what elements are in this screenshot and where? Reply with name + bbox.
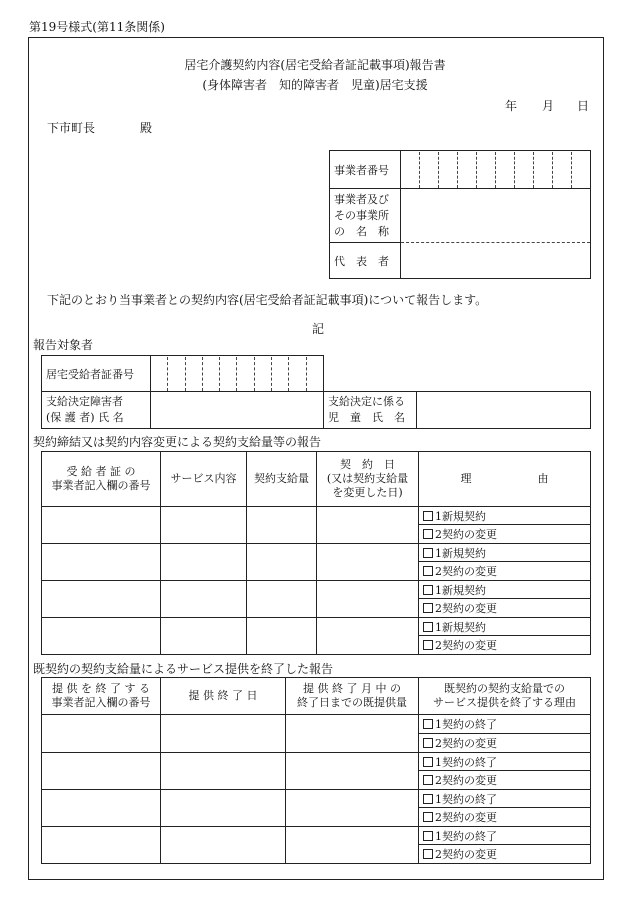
s2-option-label: 2契約の変更: [435, 848, 497, 861]
s1-option-label: 2契約の変更: [435, 602, 497, 615]
s2-end-date-cell[interactable]: [161, 715, 286, 753]
s2-used-cell[interactable]: [286, 715, 419, 753]
section1-table: [41, 451, 591, 655]
form-label: 第19号様式(第11条関係): [29, 20, 165, 34]
guardian-label-line: (保 護 者) 氏 名: [46, 411, 124, 424]
s2-option-change[interactable]: [419, 808, 591, 827]
checkbox-icon[interactable]: [423, 757, 433, 767]
provider-name-label: [330, 189, 401, 243]
s1-amount-cell[interactable]: [247, 618, 317, 655]
s1-cert-entry-cell[interactable]: [42, 581, 161, 618]
s1-option-new[interactable]: [419, 544, 591, 562]
s1-cert-entry-cell[interactable]: [42, 544, 161, 581]
checkbox-icon[interactable]: [423, 603, 433, 613]
provider-name-label-line: 事業者及び: [334, 192, 389, 206]
s2-end-date-cell[interactable]: [161, 753, 286, 790]
s1-option-label: 1新規契約: [435, 620, 486, 634]
guardian-label: [42, 392, 151, 429]
s1-header-line: を変更した日): [332, 486, 403, 499]
s2-option-end[interactable]: [419, 827, 591, 845]
checkbox-icon[interactable]: [423, 585, 433, 595]
s2-header-line: 提 供 終 了 月 中 の: [303, 682, 401, 695]
s2-option-label: 2契約の変更: [435, 737, 497, 750]
provider-number-label: 事業者番号: [330, 151, 401, 189]
s1-service-cell[interactable]: [161, 581, 247, 618]
s2-header-line: 終了日までの既提供量: [297, 696, 407, 709]
child-field[interactable]: [417, 392, 591, 429]
s1-service-cell[interactable]: [161, 544, 247, 581]
s2-header-used: [286, 678, 419, 715]
s2-option-label: 1契約の終了: [435, 718, 497, 731]
checkbox-icon[interactable]: [423, 566, 433, 576]
s1-option-label: 1新規契約: [435, 546, 486, 560]
child-label-line: 支給決定に係る: [328, 395, 405, 408]
s1-amount-cell[interactable]: [247, 581, 317, 618]
s1-option-new[interactable]: [419, 507, 591, 525]
s2-option-label: 1契約の終了: [435, 829, 497, 843]
target-blank: [324, 356, 417, 392]
checkbox-icon[interactable]: [423, 529, 433, 539]
provider-box: [329, 150, 591, 279]
s1-header-service: サービス内容: [161, 452, 247, 507]
s1-option-new[interactable]: [419, 581, 591, 599]
s2-header-end-date: 提 供 終 了 日: [161, 678, 286, 715]
provider-name-label-line: の 名 称: [334, 224, 389, 238]
s1-header-line: (又は契約支給量: [326, 472, 409, 485]
section2-heading: 既契約の契約支給量によるサービス提供を終了した報告: [33, 662, 334, 676]
s2-entry-cell[interactable]: [42, 715, 161, 753]
s1-option-change[interactable]: [419, 636, 591, 655]
checkbox-icon[interactable]: [423, 548, 433, 558]
target-table: [41, 355, 591, 429]
s1-service-cell[interactable]: [161, 618, 247, 655]
s2-entry-cell[interactable]: [42, 827, 161, 864]
s1-option-new[interactable]: [419, 618, 591, 636]
cert-number-label: 居宅受給者証番号: [42, 356, 151, 392]
cert-number-field[interactable]: [151, 356, 324, 392]
guardian-label-line: 支給決定障害者: [46, 395, 123, 408]
s2-option-end[interactable]: [419, 790, 591, 808]
s1-cert-entry-cell[interactable]: [42, 507, 161, 544]
target-heading: 報告対象者: [33, 338, 94, 352]
s1-option-label: 2契約の変更: [435, 528, 497, 541]
checkbox-icon[interactable]: [423, 849, 433, 859]
date-year: 年: [505, 99, 518, 113]
s1-option-label: 2契約の変更: [435, 639, 497, 652]
s2-header-reason: [419, 678, 591, 715]
addressee: 下市町長: [47, 121, 96, 135]
s1-amount-cell[interactable]: [247, 507, 317, 544]
provider-rep-field[interactable]: [401, 243, 591, 279]
checkbox-icon[interactable]: [423, 511, 433, 521]
s1-date-cell[interactable]: [317, 618, 419, 655]
provider-name-label-line: その事業所: [334, 208, 389, 222]
s2-option-change[interactable]: [419, 734, 591, 753]
title-line-1: 居宅介護契約内容(居宅受給者証記載事項)報告書: [184, 58, 446, 72]
child-label-line: 児 童 氏 名: [328, 411, 405, 424]
checkbox-icon[interactable]: [423, 738, 433, 748]
s2-option-end[interactable]: [419, 715, 591, 734]
s2-entry-cell[interactable]: [42, 753, 161, 790]
checkbox-icon[interactable]: [423, 812, 433, 822]
s2-entry-cell[interactable]: [42, 790, 161, 827]
s1-header-line: 受 給 者 証 の: [66, 465, 136, 478]
s2-header-line: サービス提供を終了する理由: [433, 696, 576, 709]
s2-option-label: 1契約の終了: [435, 755, 497, 769]
checkbox-icon[interactable]: [423, 775, 433, 785]
s2-option-change[interactable]: [419, 845, 591, 864]
s2-used-cell[interactable]: [286, 827, 419, 864]
s2-used-cell[interactable]: [286, 790, 419, 827]
intro-text: 下記のとおり当事業者との契約内容(居宅受給者証記載事項)について報告します。: [47, 293, 488, 307]
ki-label: 記: [312, 322, 325, 336]
section2-table: [41, 677, 591, 864]
provider-number-field[interactable]: [401, 151, 591, 189]
s1-option-change[interactable]: [419, 525, 591, 544]
s2-option-label: 1契約の終了: [435, 792, 497, 806]
s1-date-cell[interactable]: [317, 581, 419, 618]
s2-end-date-cell[interactable]: [161, 827, 286, 864]
s2-used-cell[interactable]: [286, 753, 419, 790]
provider-rep-label: 代 表 者: [330, 243, 401, 279]
guardian-field[interactable]: [151, 392, 324, 429]
checkbox-icon[interactable]: [423, 719, 433, 729]
s1-amount-cell[interactable]: [247, 544, 317, 581]
date-month: 月: [542, 99, 555, 113]
s1-service-cell[interactable]: [161, 507, 247, 544]
child-label: [324, 392, 417, 429]
s2-header-entry: [42, 678, 161, 715]
s2-option-label: 2契約の変更: [435, 774, 497, 787]
s1-header-amount: 契約支給量: [247, 452, 317, 507]
title-line-2: (身体障害者 知的障害者 児童)居宅支援: [202, 78, 428, 92]
s2-end-date-cell[interactable]: [161, 790, 286, 827]
provider-name-field[interactable]: [401, 189, 591, 243]
s1-date-cell[interactable]: [317, 507, 419, 544]
s1-option-label: 1新規契約: [435, 509, 486, 523]
checkbox-icon[interactable]: [423, 831, 433, 841]
s1-header-cert-entry: [42, 452, 161, 507]
s2-option-label: 2契約の変更: [435, 811, 497, 824]
s1-header-reason: 理 由: [419, 452, 591, 507]
s2-option-change[interactable]: [419, 771, 591, 790]
s1-header-line: 契 約 日: [340, 458, 395, 471]
s2-header-line: 提 供 を 終 了 す る: [52, 682, 150, 695]
date-day: 日: [577, 99, 590, 113]
s1-option-change[interactable]: [419, 599, 591, 618]
s2-header-line: 事業者記入欄の番号: [51, 696, 151, 709]
s1-header-line: 事業者記入欄の番号: [51, 479, 151, 492]
s2-header-line: 既契約の契約支給量での: [444, 682, 565, 695]
s2-option-end[interactable]: [419, 753, 591, 771]
s1-date-cell[interactable]: [317, 544, 419, 581]
target-blank: [417, 356, 591, 392]
s1-option-label: 1新規契約: [435, 583, 486, 597]
section1-heading: 契約締結又は契約内容変更による契約支給量等の報告: [33, 435, 322, 449]
checkbox-icon[interactable]: [423, 622, 433, 632]
s1-header-date: [317, 452, 419, 507]
s1-option-change[interactable]: [419, 562, 591, 581]
honorific: 殿: [140, 121, 153, 135]
s1-cert-entry-cell[interactable]: [42, 618, 161, 655]
s1-option-label: 2契約の変更: [435, 565, 497, 578]
checkbox-icon[interactable]: [423, 794, 433, 804]
checkbox-icon[interactable]: [423, 640, 433, 650]
